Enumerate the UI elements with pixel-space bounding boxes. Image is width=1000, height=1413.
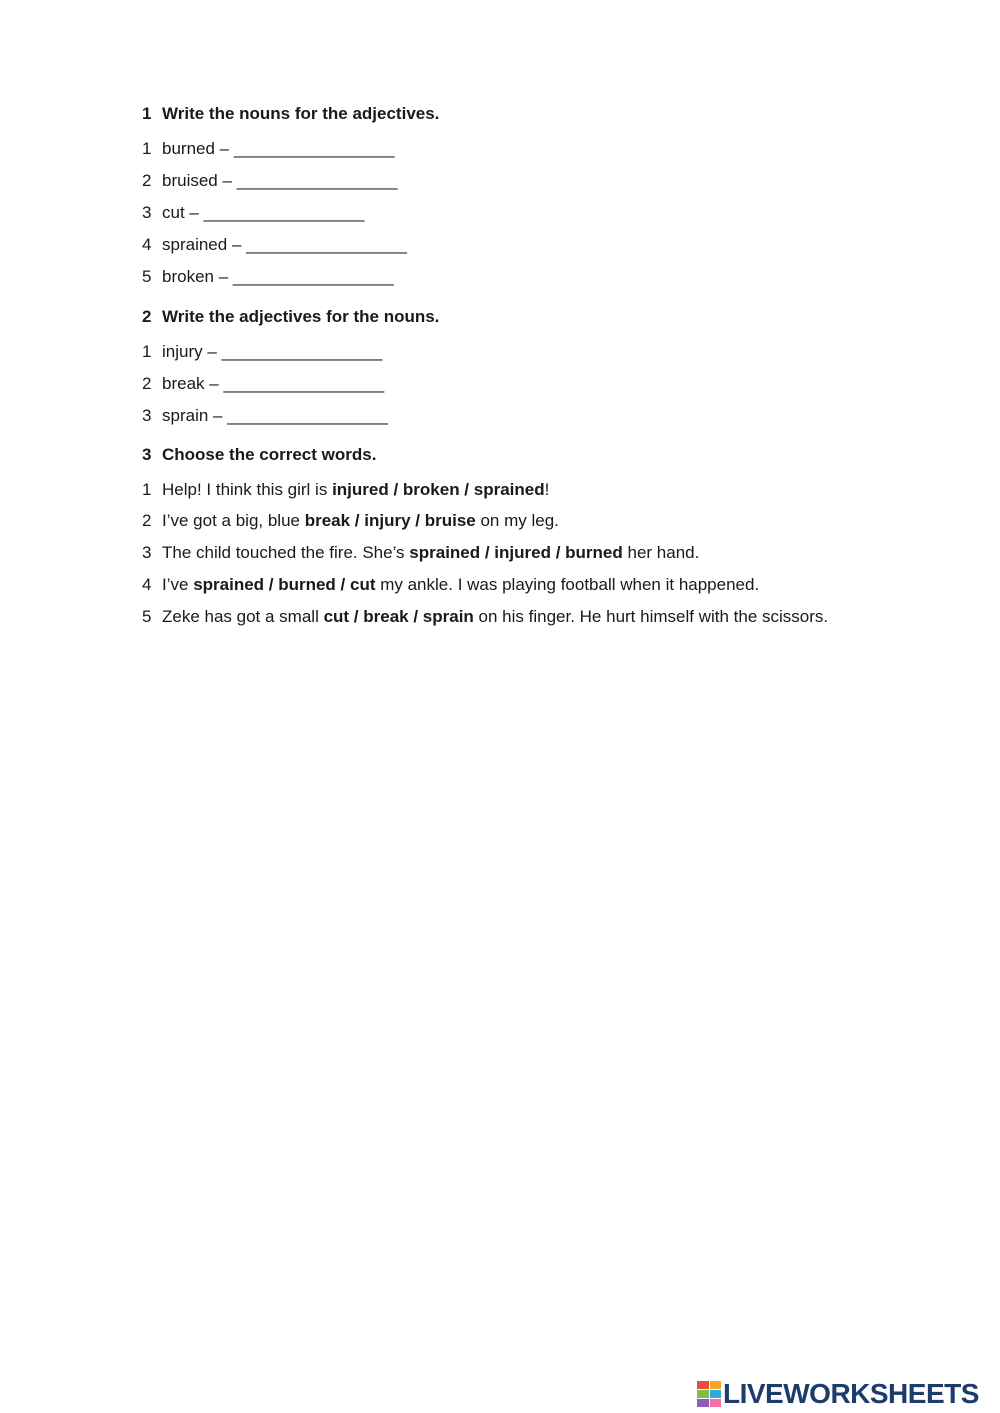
logo-mark-cell (697, 1381, 709, 1389)
item-number: 3 (142, 203, 152, 222)
sentence-after: on my leg. (475, 511, 559, 530)
answer-blank[interactable]: _________________ (246, 235, 407, 254)
item-word: sprained (162, 235, 228, 254)
item-number: 2 (142, 171, 152, 190)
list-item (142, 509, 559, 533)
item-dash: – (218, 267, 229, 286)
item-dash: – (189, 203, 199, 222)
exercise-3 (142, 443, 962, 626)
exercise-1-heading (142, 102, 962, 126)
item-dash: – (231, 235, 242, 254)
word-options[interactable]: cut / break / sprain (323, 607, 474, 626)
sentence-before: Help! I think this girl is (162, 480, 333, 499)
logo-mark-cell (697, 1390, 709, 1398)
sentence-before: The child touched the fire. She’s (162, 543, 410, 562)
exercise-number: 1 (142, 104, 152, 123)
logo-mark-cell (710, 1381, 722, 1389)
item-dash: – (219, 139, 230, 158)
answer-blank[interactable]: _________________ (223, 374, 385, 393)
item-dash: – (213, 406, 223, 425)
logo-mark-cell (710, 1399, 722, 1407)
item-word: sprain (162, 406, 209, 425)
sentence-after: ! (544, 480, 550, 499)
item-dash: – (209, 374, 219, 393)
list-item (142, 541, 699, 565)
item-word: break (162, 374, 205, 393)
sentence-after: on his finger. He hurt himself with the scissors. (473, 607, 829, 626)
item-number: 1 (142, 342, 152, 361)
list-item (142, 478, 549, 502)
list-item (142, 573, 759, 597)
item-word: injury (162, 342, 203, 361)
item-number: 5 (142, 267, 152, 286)
sentence-before: Zeke has got a small (162, 607, 324, 626)
sentence-before: I’ve (162, 575, 194, 594)
exercise-1 (142, 102, 962, 286)
exercise-number: 3 (142, 445, 152, 464)
item-dash: – (207, 342, 217, 361)
list-item (142, 265, 394, 289)
exercise-3-heading (142, 443, 962, 467)
item-number: 4 (142, 575, 152, 594)
exercise-2-heading (142, 305, 962, 329)
item-number: 5 (142, 607, 152, 626)
exercise-2 (142, 305, 962, 425)
item-dash: – (222, 171, 232, 190)
sentence-before: I’ve got a big, blue (162, 511, 305, 530)
item-word: cut (162, 203, 185, 222)
item-number: 4 (142, 235, 152, 254)
liveworksheets-logo[interactable] (697, 1378, 979, 1410)
logo-text: LIVEWORKSHEETS (723, 1378, 979, 1409)
item-word: burned (162, 139, 215, 158)
item-number: 2 (142, 511, 152, 530)
item-number: 2 (142, 374, 152, 393)
list-item (142, 201, 364, 225)
exercise-number: 2 (142, 307, 152, 326)
answer-blank[interactable]: _________________ (233, 139, 395, 158)
item-number: 1 (142, 139, 152, 158)
list-item (142, 169, 397, 193)
answer-blank[interactable]: _________________ (227, 406, 388, 425)
answer-blank[interactable]: _________________ (203, 203, 365, 222)
answer-blank[interactable]: _________________ (221, 342, 383, 361)
list-item (142, 340, 382, 364)
list-item (142, 372, 384, 396)
word-options[interactable]: injured / broken / sprained (332, 480, 545, 499)
logo-mark-cell (710, 1390, 722, 1398)
list-item (142, 605, 828, 629)
sentence-after: my ankle. I was playing football when it happened. (375, 575, 760, 594)
item-number: 3 (142, 406, 152, 425)
item-word: broken (162, 267, 214, 286)
logo-mark-cell (697, 1399, 709, 1407)
item-number: 3 (142, 543, 152, 562)
answer-blank[interactable]: _________________ (232, 267, 394, 286)
list-item (142, 137, 395, 161)
list-item (142, 233, 407, 257)
word-options[interactable]: break / injury / bruise (304, 511, 476, 530)
answer-blank[interactable]: _________________ (236, 171, 398, 190)
exercise-title: Choose the correct words. (162, 445, 377, 464)
word-options[interactable]: sprained / injured / burned (409, 543, 623, 562)
liveworksheets-logo-icon (697, 1381, 721, 1407)
exercise-title: Write the adjectives for the nouns. (162, 307, 440, 326)
sentence-after: her hand. (622, 543, 700, 562)
item-number: 1 (142, 480, 152, 499)
word-options[interactable]: sprained / burned / cut (193, 575, 376, 594)
list-item (142, 404, 388, 428)
exercise-title: Write the nouns for the adjectives. (162, 104, 440, 123)
item-word: bruised (162, 171, 218, 190)
